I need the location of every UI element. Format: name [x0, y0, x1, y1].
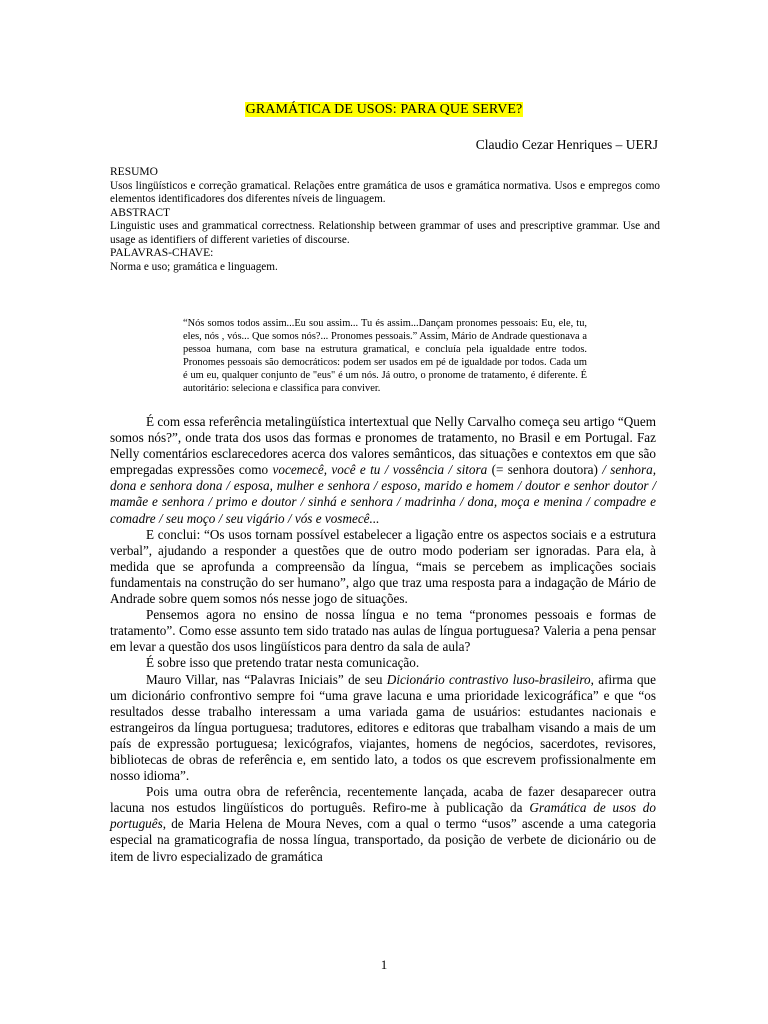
abstract-block — [110, 166, 660, 274]
paragraph-2: E conclui: “Os usos tornam possível estabelecer a ligação entre os aspectos sociais e a estrutura verbal”, ajudando a responder a questões que de outro modo poderiam ser ignoradas. Para ela, à medida que se aprofunda a compreensão da língua, “mais se percebem as implicações sociais fundamentais na construção do ser humano”, algo que traz uma resposta para a indagação de Mário de Andrade sobre quem somos nós nesse jogo de situações. — [110, 526, 656, 607]
paragraph-1-italic-list: / senhora, dona e senhora dona / esposa, mulher e senhora / esposo, marido e homem / doutor e senhor doutor / mamãe e senhora / primo e doutor / sinhá e senhora / madrinha / dona, moça e menina / compadre e comadre / seu moço / seu vigário / vós e vosmecê... — [110, 462, 657, 526]
paragraph-6-text-a: Pois uma outra obra de referência, recentemente lançada, acaba de fazer desaparecer outra lacuna nos estudos lingüísticos do português. Refiro-me à publicação da — [110, 784, 656, 816]
paragraph-6 — [110, 784, 656, 864]
paragraph-1-text-c: (= senhora doutora) — [491, 462, 598, 478]
paragraph-1-italic-terms: vocemecê, você e tu / vossência / sitora — [272, 462, 488, 478]
paragraph-5 — [110, 672, 656, 785]
paragraph-5-text-c: , afirma que um dicionário confrontivo sempre foi “uma grave lacuna e uma prioridade lexicográfica” e que “os resultados desse trabalho interessam a uma variada gama de usuários: estudantes nacionais e estrangeiros da língua portuguesa; tradutores, editores e editoras que trabalham visando a mais de um país de expressão portuguesa; lexicógrafos, viajantes, homens de negócios, sacerdotes, revisores, bibliotecas de obras de referência e, em sentido lato, a todos os que escrevem profissionalmente em nosso idioma”. — [110, 671, 657, 784]
abstract-text: Linguistic uses and grammatical correctness. Relationship between grammar of uses and prescriptive grammar. Use and usage as identifiers of different varieties of discourse. — [110, 220, 660, 246]
paragraph-3: Pensemos agora no ensino de nossa língua e no tema “pronomes pessoais e formas de tratamento”. Como esse assunto tem sido tratado nas aulas de língua portuguesa? Valeria a pena pensar em levar a questão dos usos lingüísticos para dentro da sala de aula? — [110, 607, 656, 655]
paragraph-6-text-c: , de Maria Helena de Moura Neves, com a qual o termo “usos” ascende a uma categoria especial na gramaticografia de nossa língua, transportado, da posição de verbete de dicionário ou de item de livro especializado de gramática — [110, 816, 656, 864]
paragraph-1 — [110, 414, 656, 527]
page-number: 1 — [380, 957, 388, 972]
dictionary-title: Dicionário contrastivo luso-brasileiro — [386, 671, 591, 687]
keywords-text: Norma e uso; gramática e linguagem. — [110, 260, 278, 273]
title-block — [0, 100, 768, 118]
page-title: GRAMÁTICA DE USOS: PARA QUE SERVE? — [245, 102, 523, 117]
paragraph-4: É sobre isso que pretendo tratar nesta comunicação. — [146, 655, 420, 671]
paragraph-1-text-a: É com essa referência metalingüística intertextual que Nelly Carvalho começa seu artigo “Quem somos nós?”, onde trata dos usos das formas e pronomes de tratamento, no Brasil e em Portugal. Faz Nelly comentários esclarecedores acerca dos valores semânticos, das situações e contextos em que são empregadas expressões como — [110, 414, 656, 478]
grammar-title: Gramática de usos do português — [110, 800, 656, 832]
paragraph-5-text-a: Mauro Villar, nas “Palavras Iniciais” de seu — [146, 671, 383, 687]
resumo-text: Usos lingüísticos e correção gramatical. Relações entre gramática de usos e gramática normativa. Usos e empregos como elementos identificadores dos diferentes níveis de linguagem. — [110, 179, 660, 205]
resumo-heading: RESUMO — [110, 166, 158, 178]
author-line: Claudio Cezar Henriques – UERJ — [475, 137, 658, 152]
body-text — [110, 414, 656, 865]
abstract-heading: ABSTRACT — [110, 206, 171, 219]
epigraph-quote: “Nós somos todos assim...Eu sou assim... Tu és assim...Dançam pronomes pessoais: Eu, ele, tu, eles, nós , vós... Que somos nós?... Pronomes pessoais.” Assim, Mário de Andrade questionava a pessoa humana, com base na estrutura gramatical, e concluía pela igualdade entre todos. Pronomes pessoais são democráticos: podem ser usados em pé de igualdade por todos. Cada um é um eu, qualquer conjunto de "eus" é um nós. Já outro, o pronome de tratamento, é diferente. É autoritário: seleciona e classifica para conviver. — [183, 318, 587, 395]
keywords-heading: PALAVRAS-CHAVE: — [110, 247, 214, 259]
